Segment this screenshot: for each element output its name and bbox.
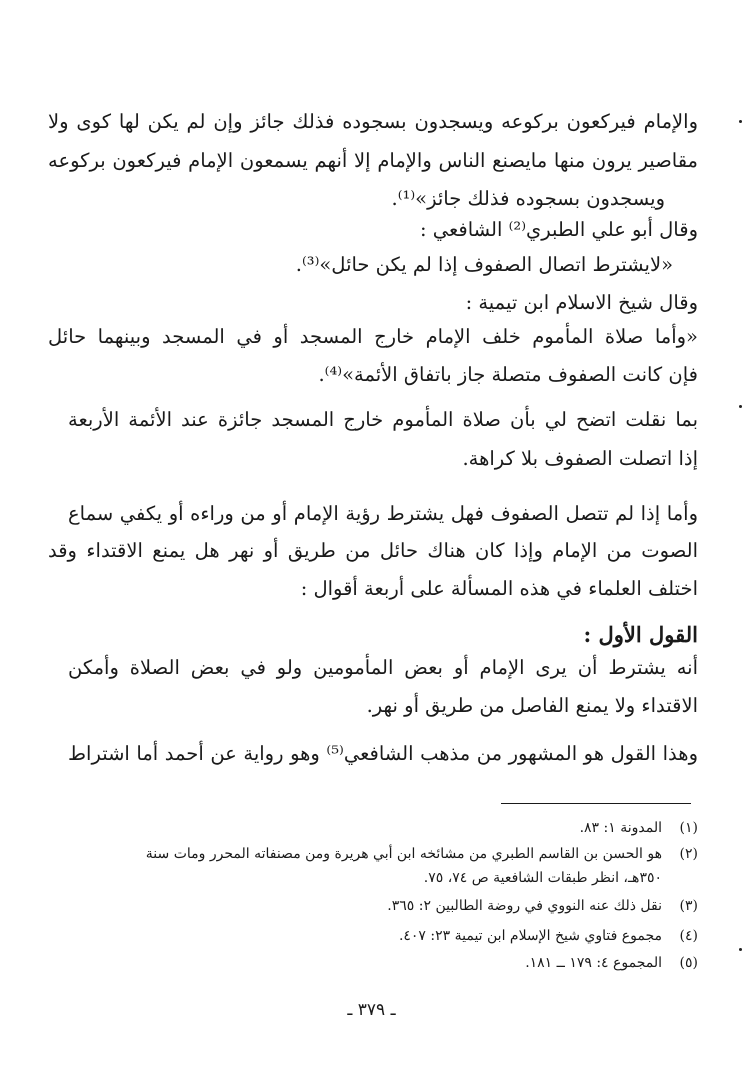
footnote-2	[48, 841, 698, 868]
footnote-text: المجموع ٤: ١٧٩ ــ ١٨١.	[525, 955, 662, 971]
body-line-3: ويسجدون بسجوده فذلك جائز»⁽¹⁾.	[391, 187, 665, 210]
body-line-2: مقاصير يرون منها مايصنع الناس والإمام إلا أنهم يسمعون الإمام فيركعون بركوعه	[48, 149, 698, 172]
paragraph-conclusion-1: بما نقلت اتضح لي بأن صلاة المأموم خارج المسجد جائزة عند الأئمة الأربعة	[68, 408, 698, 431]
footnote-text: نقل ذلك عنه النووي في روضة الطالبين ٢: ٣٦٥.	[387, 898, 662, 914]
footnote-number: (٤)	[679, 928, 698, 944]
quote-ibn-taymiyya-1: «وأما صلاة المأموم خلف الإمام خارج المسجد أو في المسجد وبينهما حائل	[48, 325, 698, 348]
scan-mark	[739, 120, 742, 123]
scan-mark	[739, 405, 742, 408]
first-opinion-2: الاقتداء ولا يمنع الفاصل من طريق أو نهر.	[366, 694, 698, 717]
page-number: ـ ٣٧٩ ـ	[347, 1000, 396, 1020]
quote-ibn-taymiyya-2: فإن كانت الصفوف متصلة جاز باتفاق الأئمة»⁽⁴⁾.	[318, 363, 698, 386]
footnote-text: مجموع فتاوي شيخ الإسلام ابن تيمية ٢٣: ٤٠٧.	[398, 928, 662, 944]
footnote-text: المدونة ١: ٨٣.	[579, 820, 662, 836]
paragraph-question-1: وأما إذا لم تتصل الصفوف فهل يشترط رؤية الإمام أو من وراءه أو يكفي سماع	[68, 502, 698, 525]
footnote-2-continued: ٣٥٠هـ، انظر طبقات الشافعية ص ٧٤، ٧٥.	[423, 870, 662, 886]
footnote-number: (٥)	[679, 955, 698, 971]
first-opinion-3: وهذا القول هو المشهور من مذهب الشافعي⁽⁵⁾ وهو رواية عن أحمد أما اشتراط	[68, 742, 698, 765]
footnote-3	[48, 893, 698, 920]
footnote-number: (٢)	[679, 846, 698, 862]
body-line-1: والإمام فيركعون بركوعه ويسجدون بسجوده فذلك جائز وإن لم يكن لها كوى ولا	[48, 110, 698, 133]
first-opinion-1: أنه يشترط أن يرى الإمام أو بعض المأمومين ولو في بعض الصلاة وأمكن	[68, 656, 698, 679]
footnote-4	[48, 923, 698, 950]
body-line-4: وقال أبو علي الطبري⁽²⁾ الشافعي :	[419, 218, 698, 241]
footnote-5	[48, 950, 698, 977]
footnote-number: (٣)	[679, 898, 698, 914]
footnote-number: (١)	[679, 820, 698, 836]
footnote-1	[48, 815, 698, 842]
paragraph-question-3: اختلف العلماء في هذه المسألة على أربعة أقوال :	[300, 577, 698, 600]
scan-mark	[739, 948, 742, 951]
footnote-separator	[501, 803, 691, 804]
section-heading-first-opinion: القول الأول :	[583, 622, 698, 647]
footnote-text: هو الحسن بن القاسم الطبري من مشائخه ابن أبي هريرة ومن مصنفاته المحرر ومات سنة	[145, 846, 662, 862]
body-line-6: وقال شيخ الاسلام ابن تيمية :	[465, 291, 698, 314]
paragraph-conclusion-2: إذا اتصلت الصفوف بلا كراهة.	[462, 447, 698, 470]
paragraph-question-2: الصوت من الإمام وإذا كان هناك حائل من طريق أو نهر هل يمنع الاقتداء وقد	[48, 539, 698, 562]
quote-tabari: «لايشترط اتصال الصفوف إذا لم يكن حائل»⁽³⁾.	[295, 253, 673, 276]
